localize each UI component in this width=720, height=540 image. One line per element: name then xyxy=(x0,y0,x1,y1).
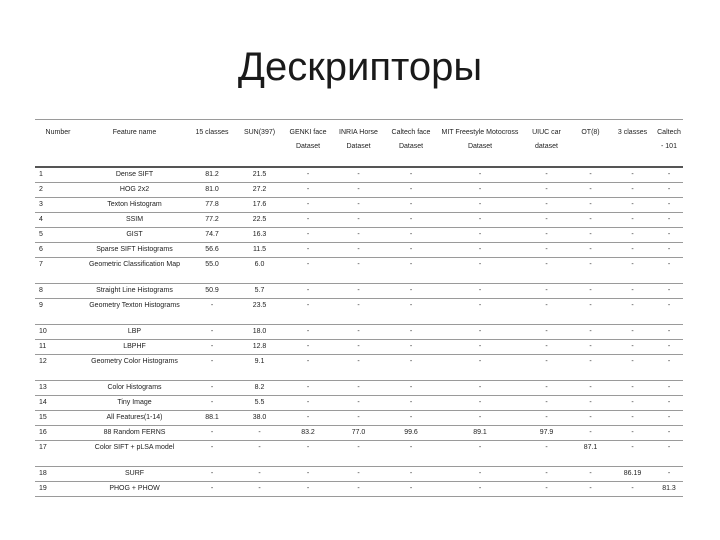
result-cell: - xyxy=(571,299,610,325)
result-cell: 81.2 xyxy=(188,167,236,183)
result-cell: - xyxy=(571,228,610,243)
column-header: INRIA Horse Dataset xyxy=(333,120,384,168)
result-cell: - xyxy=(283,340,333,355)
result-cell: - xyxy=(438,243,522,258)
result-cell: - xyxy=(333,467,384,482)
result-cell: - xyxy=(438,167,522,183)
result-cell: - xyxy=(655,426,683,441)
table-row xyxy=(35,228,683,243)
result-cell: - xyxy=(283,441,333,467)
table-row xyxy=(35,441,683,467)
feature-name: Sparse SIFT Histograms xyxy=(81,243,188,258)
result-cell: 5.7 xyxy=(236,284,283,299)
result-cell: - xyxy=(438,411,522,426)
result-cell: 18.0 xyxy=(236,325,283,340)
result-cell: 17.6 xyxy=(236,198,283,213)
column-header: Number xyxy=(35,120,81,168)
feature-name: Geometry Texton Histograms xyxy=(81,299,188,325)
result-cell: - xyxy=(283,299,333,325)
result-cell: - xyxy=(571,213,610,228)
result-cell: - xyxy=(384,198,438,213)
row-number: 7 xyxy=(35,258,81,284)
column-header: Caltech face Dataset xyxy=(384,120,438,168)
result-cell: - xyxy=(655,381,683,396)
table-row xyxy=(35,325,683,340)
result-cell: - xyxy=(384,482,438,497)
result-cell: 99.6 xyxy=(384,426,438,441)
result-cell: - xyxy=(384,228,438,243)
result-cell: - xyxy=(236,426,283,441)
result-cell: - xyxy=(333,482,384,497)
feature-name: Color SIFT + pLSA model xyxy=(81,441,188,467)
result-cell: - xyxy=(571,426,610,441)
row-number: 18 xyxy=(35,467,81,482)
result-cell: - xyxy=(333,284,384,299)
result-cell: - xyxy=(655,213,683,228)
result-cell: - xyxy=(610,325,655,340)
result-cell: 38.0 xyxy=(236,411,283,426)
result-cell: - xyxy=(384,467,438,482)
feature-name: All Features(1-14) xyxy=(81,411,188,426)
result-cell: 89.1 xyxy=(438,426,522,441)
result-cell: - xyxy=(571,396,610,411)
result-cell: 56.6 xyxy=(188,243,236,258)
result-cell: - xyxy=(384,299,438,325)
result-cell: - xyxy=(188,426,236,441)
result-cell: 87.1 xyxy=(571,441,610,467)
result-cell: - xyxy=(188,325,236,340)
table-row xyxy=(35,411,683,426)
row-number: 2 xyxy=(35,183,81,198)
result-cell: - xyxy=(522,396,571,411)
result-cell: - xyxy=(610,299,655,325)
result-cell: - xyxy=(283,284,333,299)
result-cell: - xyxy=(188,340,236,355)
table-row xyxy=(35,396,683,411)
result-cell: - xyxy=(610,396,655,411)
result-cell: - xyxy=(571,183,610,198)
result-cell: - xyxy=(610,411,655,426)
feature-name: Straight Line Histograms xyxy=(81,284,188,299)
result-cell: 12.8 xyxy=(236,340,283,355)
result-cell: - xyxy=(384,441,438,467)
result-cell: - xyxy=(236,441,283,467)
result-cell: - xyxy=(571,355,610,381)
result-cell: - xyxy=(333,325,384,340)
result-cell: 88.1 xyxy=(188,411,236,426)
result-cell: - xyxy=(333,441,384,467)
result-cell: - xyxy=(571,198,610,213)
result-cell: - xyxy=(438,467,522,482)
result-cell: - xyxy=(333,183,384,198)
result-cell: 21.5 xyxy=(236,167,283,183)
result-cell: - xyxy=(283,381,333,396)
result-cell: - xyxy=(610,243,655,258)
result-cell: - xyxy=(283,411,333,426)
column-header: Caltech - 101 xyxy=(655,120,683,168)
column-header: GENKI face Dataset xyxy=(283,120,333,168)
result-cell: 9.1 xyxy=(236,355,283,381)
result-cell: - xyxy=(610,381,655,396)
result-cell: - xyxy=(655,284,683,299)
result-cell: - xyxy=(384,340,438,355)
feature-name: 88 Random FERNS xyxy=(81,426,188,441)
result-cell: - xyxy=(333,167,384,183)
result-cell: 77.0 xyxy=(333,426,384,441)
result-cell: 50.9 xyxy=(188,284,236,299)
result-cell: - xyxy=(655,396,683,411)
result-cell: - xyxy=(610,167,655,183)
result-cell: - xyxy=(655,243,683,258)
result-cell: 5.5 xyxy=(236,396,283,411)
result-cell: - xyxy=(438,396,522,411)
result-cell: - xyxy=(283,183,333,198)
result-cell: 55.0 xyxy=(188,258,236,284)
result-cell: 83.2 xyxy=(283,426,333,441)
result-cell: - xyxy=(610,340,655,355)
result-cell: - xyxy=(188,381,236,396)
column-header: OT(8) xyxy=(571,120,610,168)
result-cell: - xyxy=(610,198,655,213)
table-row xyxy=(35,467,683,482)
result-cell: - xyxy=(655,228,683,243)
result-cell: - xyxy=(438,198,522,213)
result-cell: - xyxy=(384,396,438,411)
result-cell: - xyxy=(438,482,522,497)
slide-title: Дескрипторы xyxy=(237,45,483,89)
result-cell: - xyxy=(283,198,333,213)
table-row xyxy=(35,258,683,284)
result-cell: - xyxy=(333,340,384,355)
result-cell: - xyxy=(610,441,655,467)
result-cell: 22.5 xyxy=(236,213,283,228)
table-row xyxy=(35,381,683,396)
result-cell: - xyxy=(333,299,384,325)
result-cell: - xyxy=(522,284,571,299)
result-cell: - xyxy=(522,167,571,183)
result-cell: - xyxy=(188,299,236,325)
result-cell: - xyxy=(522,325,571,340)
result-cell: - xyxy=(571,482,610,497)
result-cell: - xyxy=(522,482,571,497)
result-cell: 77.8 xyxy=(188,198,236,213)
result-cell: - xyxy=(522,213,571,228)
result-cell: - xyxy=(655,167,683,183)
column-header: MIT Freestyle Motocross Dataset xyxy=(438,120,522,168)
feature-name: Tiny Image xyxy=(81,396,188,411)
feature-name: LBPHF xyxy=(81,340,188,355)
row-number: 12 xyxy=(35,355,81,381)
result-cell: - xyxy=(283,228,333,243)
result-cell: - xyxy=(610,258,655,284)
result-cell: - xyxy=(655,411,683,426)
result-cell: - xyxy=(610,228,655,243)
result-cell: - xyxy=(283,213,333,228)
result-cell: - xyxy=(283,325,333,340)
column-header: 15 classes xyxy=(188,120,236,168)
result-cell: - xyxy=(188,467,236,482)
table-row xyxy=(35,243,683,258)
result-cell: - xyxy=(610,183,655,198)
result-cell: - xyxy=(333,198,384,213)
feature-name: PHOG + PHOW xyxy=(81,482,188,497)
result-cell: - xyxy=(522,243,571,258)
result-cell: - xyxy=(522,467,571,482)
table-row xyxy=(35,340,683,355)
result-cell: - xyxy=(384,183,438,198)
row-number: 5 xyxy=(35,228,81,243)
result-cell: - xyxy=(283,482,333,497)
row-number: 17 xyxy=(35,441,81,467)
result-cell: - xyxy=(571,467,610,482)
row-number: 9 xyxy=(35,299,81,325)
feature-name: SURF xyxy=(81,467,188,482)
result-cell: - xyxy=(188,482,236,497)
feature-name: Geometric Classification Map xyxy=(81,258,188,284)
result-cell: - xyxy=(236,482,283,497)
result-cell: - xyxy=(384,213,438,228)
result-cell: - xyxy=(283,355,333,381)
result-cell: 6.0 xyxy=(236,258,283,284)
result-cell: - xyxy=(655,467,683,482)
result-cell: - xyxy=(384,284,438,299)
result-cell: - xyxy=(655,299,683,325)
result-cell: 97.9 xyxy=(522,426,571,441)
row-number: 13 xyxy=(35,381,81,396)
column-header: UIUC car dataset xyxy=(522,120,571,168)
result-cell: - xyxy=(571,167,610,183)
result-cell: - xyxy=(438,213,522,228)
result-cell: - xyxy=(438,299,522,325)
result-cell: - xyxy=(610,482,655,497)
row-number: 16 xyxy=(35,426,81,441)
result-cell: - xyxy=(522,258,571,284)
result-cell: 27.2 xyxy=(236,183,283,198)
result-cell: - xyxy=(384,411,438,426)
result-cell: - xyxy=(522,228,571,243)
result-cell: - xyxy=(522,411,571,426)
feature-name: Texton Histogram xyxy=(81,198,188,213)
result-cell: - xyxy=(333,213,384,228)
result-cell: - xyxy=(384,167,438,183)
row-number: 4 xyxy=(35,213,81,228)
row-number: 1 xyxy=(35,167,81,183)
result-cell: 16.3 xyxy=(236,228,283,243)
result-cell: 23.5 xyxy=(236,299,283,325)
row-number: 8 xyxy=(35,284,81,299)
result-cell: - xyxy=(655,340,683,355)
table-row xyxy=(35,183,683,198)
result-cell: - xyxy=(333,411,384,426)
result-cell: 11.5 xyxy=(236,243,283,258)
result-cell: - xyxy=(384,325,438,340)
result-cell: - xyxy=(283,467,333,482)
result-cell: 74.7 xyxy=(188,228,236,243)
result-cell: - xyxy=(571,381,610,396)
feature-name: Dense SIFT xyxy=(81,167,188,183)
row-number: 15 xyxy=(35,411,81,426)
table-row xyxy=(35,167,683,183)
result-cell: - xyxy=(571,411,610,426)
table-row xyxy=(35,213,683,228)
result-cell: - xyxy=(438,325,522,340)
result-cell: - xyxy=(610,355,655,381)
row-number: 3 xyxy=(35,198,81,213)
result-cell: - xyxy=(384,355,438,381)
row-number: 19 xyxy=(35,482,81,497)
result-cell: - xyxy=(283,258,333,284)
result-cell: - xyxy=(522,299,571,325)
result-cell: - xyxy=(283,243,333,258)
table-header-row xyxy=(35,120,683,168)
table-row xyxy=(35,482,683,497)
table-row xyxy=(35,355,683,381)
result-cell: - xyxy=(333,243,384,258)
result-cell: - xyxy=(283,396,333,411)
result-cell: - xyxy=(438,284,522,299)
feature-name: GIST xyxy=(81,228,188,243)
result-cell: - xyxy=(522,441,571,467)
column-header: SUN(397) xyxy=(236,120,283,168)
result-cell: - xyxy=(610,426,655,441)
result-cell: - xyxy=(438,340,522,355)
result-cell: - xyxy=(655,183,683,198)
result-cell: - xyxy=(438,183,522,198)
result-cell: 77.2 xyxy=(188,213,236,228)
column-header: Feature name xyxy=(81,120,188,168)
feature-name: SSIM xyxy=(81,213,188,228)
table-body xyxy=(35,167,683,497)
result-cell: - xyxy=(438,228,522,243)
result-cell: - xyxy=(610,284,655,299)
result-cell: - xyxy=(438,355,522,381)
result-cell: - xyxy=(188,441,236,467)
result-cell: - xyxy=(655,441,683,467)
feature-name: Color Histograms xyxy=(81,381,188,396)
row-number: 10 xyxy=(35,325,81,340)
result-cell: - xyxy=(655,258,683,284)
result-cell: - xyxy=(333,228,384,243)
feature-name: HOG 2x2 xyxy=(81,183,188,198)
row-number: 6 xyxy=(35,243,81,258)
row-number: 11 xyxy=(35,340,81,355)
result-cell: - xyxy=(333,396,384,411)
result-cell: 81.3 xyxy=(655,482,683,497)
result-cell: - xyxy=(384,258,438,284)
result-cell: 81.0 xyxy=(188,183,236,198)
table-row xyxy=(35,426,683,441)
result-cell: - xyxy=(438,381,522,396)
descriptors-table xyxy=(35,119,683,497)
result-cell: - xyxy=(333,381,384,396)
result-cell: - xyxy=(655,198,683,213)
result-cell: - xyxy=(571,325,610,340)
feature-name: LBP xyxy=(81,325,188,340)
result-cell: - xyxy=(571,258,610,284)
column-header: 3 classes xyxy=(610,120,655,168)
result-cell: - xyxy=(655,355,683,381)
result-cell: 86.19 xyxy=(610,467,655,482)
table-row xyxy=(35,198,683,213)
result-cell: - xyxy=(655,325,683,340)
result-cell: 8.2 xyxy=(236,381,283,396)
result-cell: - xyxy=(522,355,571,381)
feature-name: Geometry Color Histograms xyxy=(81,355,188,381)
result-cell: - xyxy=(384,381,438,396)
result-cell: - xyxy=(236,467,283,482)
result-cell: - xyxy=(522,340,571,355)
result-cell: - xyxy=(571,340,610,355)
result-cell: - xyxy=(522,198,571,213)
result-cell: - xyxy=(438,441,522,467)
result-cell: - xyxy=(610,213,655,228)
row-number: 14 xyxy=(35,396,81,411)
result-cell: - xyxy=(333,355,384,381)
result-cell: - xyxy=(522,183,571,198)
result-cell: - xyxy=(188,355,236,381)
result-cell: - xyxy=(188,396,236,411)
result-cell: - xyxy=(438,258,522,284)
table-row xyxy=(35,299,683,325)
result-cell: - xyxy=(571,243,610,258)
table-row xyxy=(35,284,683,299)
result-cell: - xyxy=(384,243,438,258)
result-cell: - xyxy=(333,258,384,284)
result-cell: - xyxy=(522,381,571,396)
result-cell: - xyxy=(571,284,610,299)
result-cell: - xyxy=(283,167,333,183)
